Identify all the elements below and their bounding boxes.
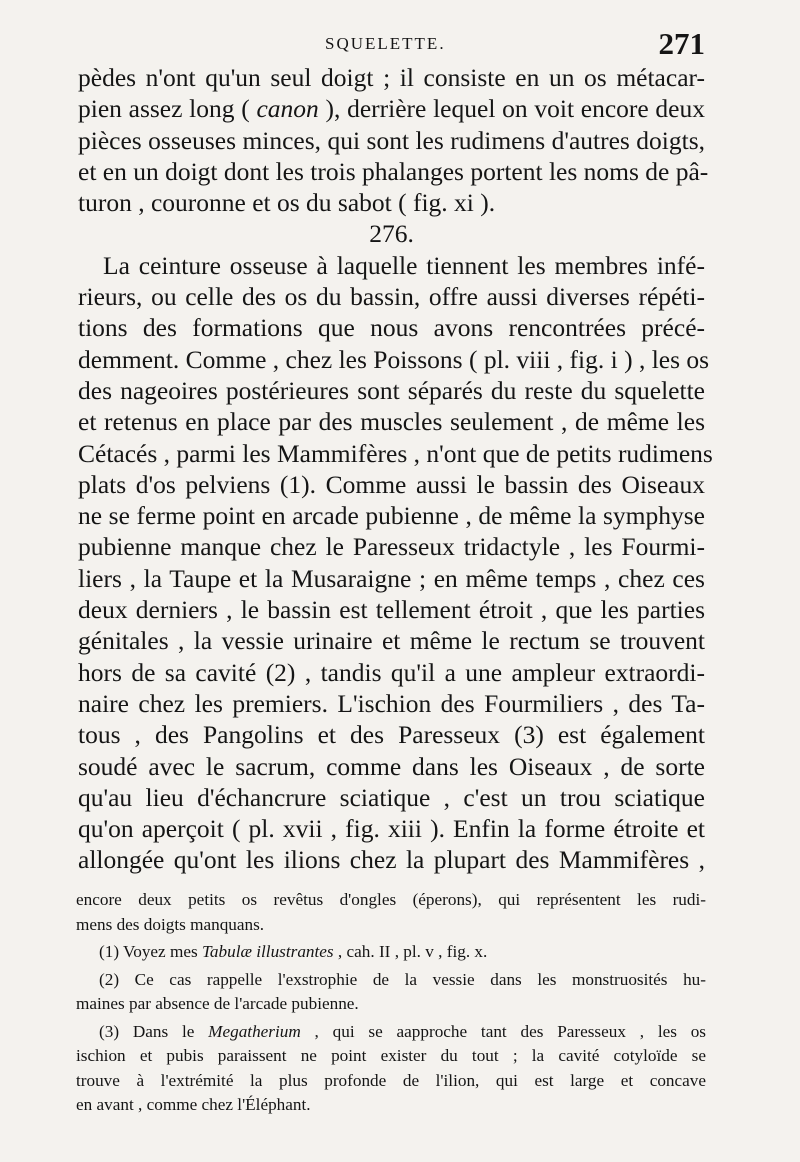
paragraph-276 xyxy=(78,250,713,876)
text-line: soudé avec le sacrum, comme dans les Oiseaux , de sorte xyxy=(78,751,705,781)
text-line: naire chez les premiers. L'ischion des Fourmiliers , des Ta- xyxy=(78,688,705,718)
text-line: demment. Comme , chez les Poissons ( pl. viii , fig. i ) , les os xyxy=(78,344,710,374)
text-line: La ceinture osseuse à laquelle tiennent les membres infé- xyxy=(103,250,705,280)
page-number: 271 xyxy=(658,26,705,61)
text-line: qu'au lieu d'échancrure sciatique , c'est un trou sciatique xyxy=(78,782,705,812)
text-line: tous , des Pangolins et des Paresseux (3) est également xyxy=(78,720,705,750)
text-line: pubienne manque chez le Paresseux tridactyle , les Fourmi- xyxy=(78,532,705,562)
main-text xyxy=(78,62,713,876)
paragraph-continuation xyxy=(78,62,709,218)
footnote-line: encore deux petits os revêtus d'ongles (éperons), qui représentent les rudi- xyxy=(76,890,706,909)
text-line: deux derniers , le bassin est tellement étroit , que les parties xyxy=(78,595,705,625)
italic-title: Tabulæ illustrantes xyxy=(201,942,334,961)
text-line: Cétacés , parmi les Mammifères , n'ont que de petits rudimens xyxy=(78,438,713,468)
text-line: et retenus en place par des muscles seulement , de même les xyxy=(78,407,705,437)
italic-term: canon xyxy=(256,94,319,124)
text-line: pièces osseuses minces, qui sont les rudimens d'autres doigts, xyxy=(78,125,705,155)
text-line: hors de sa cavité (2) , tandis qu'il a une ampleur extraordi- xyxy=(78,657,705,687)
text-line: qu'on aperçoit ( pl. xvii , fig. xiii ). Enfin la forme étroite et xyxy=(78,814,705,844)
text-line: ne se ferme point en arcade pubienne , de même la symphyse xyxy=(78,501,705,531)
text-line: rieurs, ou celle des os du bassin, offre aussi diverses répéti- xyxy=(78,282,705,312)
footnote-3 xyxy=(76,1020,706,1118)
footnote-line: ischion et pubis paraissent ne point exister du tout ; la cavité cotyloïde se xyxy=(76,1046,706,1065)
footnote-line: (2) Ce cas rappelle l'exstrophie de la vessie dans les monstruosités hu- xyxy=(99,969,706,989)
footnotes xyxy=(76,888,706,1121)
italic-term: Megatherium xyxy=(208,1021,301,1041)
footnote-line: mens des doigts manquans. xyxy=(76,914,265,934)
footnote-line: en avant , comme chez l'Éléphant. xyxy=(76,1095,311,1114)
running-title: SQUELETTE. xyxy=(325,34,446,53)
footnote-2 xyxy=(76,968,706,1017)
footnote-line: maines par absence de l'arcade pubienne. xyxy=(76,994,359,1013)
footnote-continuation xyxy=(76,888,706,937)
footnote-line: (3) Dans le Megatherium , qui se aapproche tant des Paresseux , les os xyxy=(99,1021,706,1041)
text-line: pien assez long ( canon ), derrière lequel on voit encore deux xyxy=(78,94,706,124)
text-line: génitales , la vessie urinaire et même le rectum se trouvent xyxy=(78,626,705,656)
text-line: turon , couronne et os du sabot ( fig. xi ). xyxy=(78,188,496,218)
text-line: liers , la Taupe et la Musaraigne ; en même temps , chez ces xyxy=(78,563,705,593)
text-line: des nageoires postérieures sont séparés du reste du squelette xyxy=(78,375,705,405)
text-line: et en un doigt dont les trois phalanges portent les noms de pâ- xyxy=(78,156,709,186)
footnote-1 xyxy=(76,940,706,965)
text-line: pèdes n'ont qu'un seul doigt ; il consiste en un os métacar- xyxy=(78,63,705,92)
text-line: tions des formations que nous avons rencontrées précé- xyxy=(78,313,705,343)
text-line: plats d'os pelviens (1). Comme aussi le bassin des Oiseaux xyxy=(78,469,705,499)
footnote-line: trouve à l'extrémité la plus profonde de l'ilion, qui est large et concave xyxy=(76,1070,706,1090)
text-line: allongée qu'ont les ilions chez la plupart des Mammifères , xyxy=(78,845,705,875)
section-number: 276. xyxy=(369,219,414,249)
footnote-line: (1) Voyez mes Tabulæ illustrantes , cah. II , pl. v , fig. x. xyxy=(99,942,488,961)
page-header xyxy=(80,26,705,61)
